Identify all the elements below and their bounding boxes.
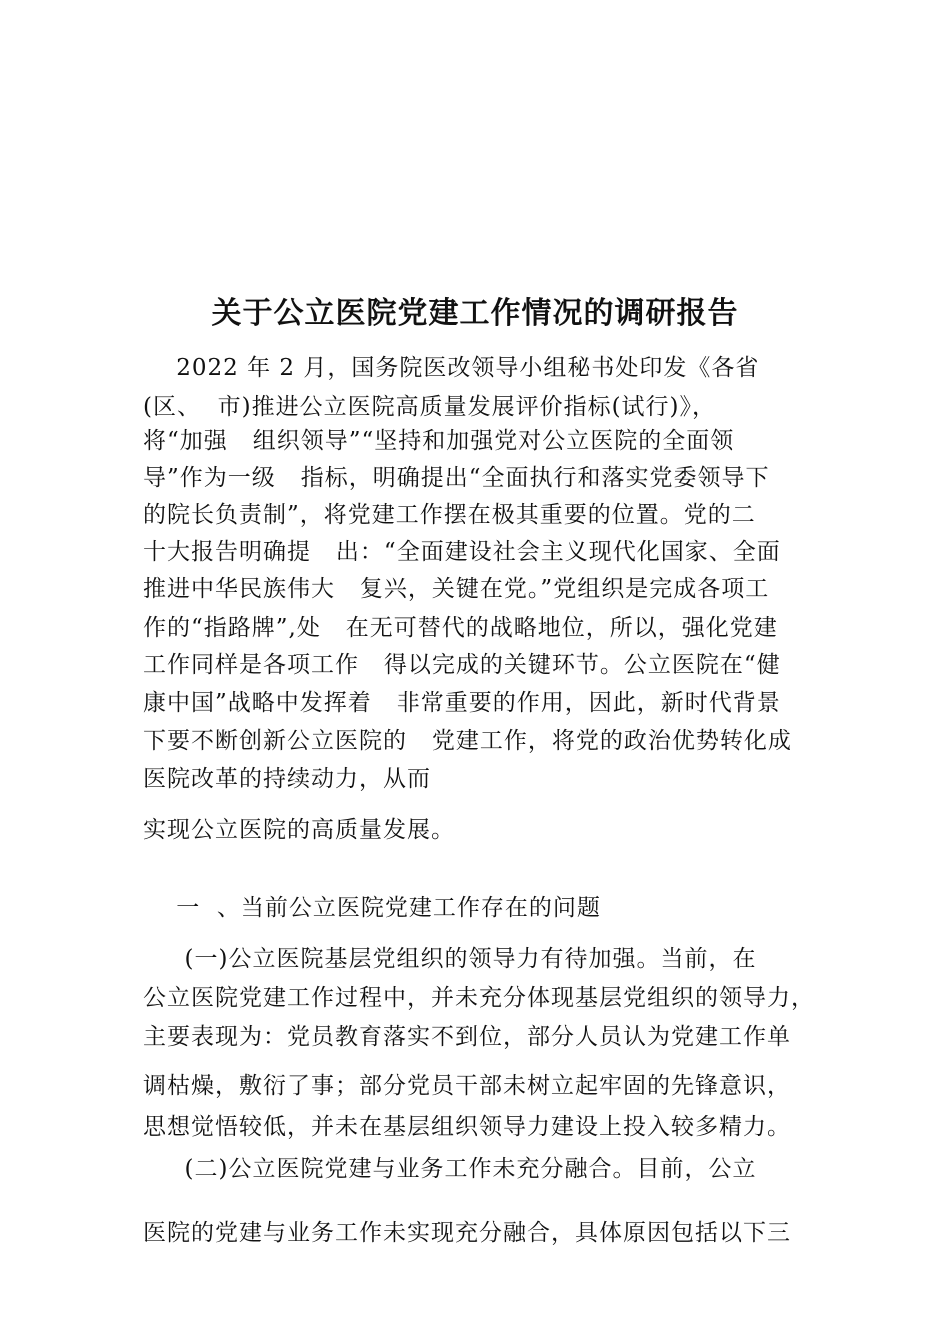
paragraph-line: 调枯燥，敷衍了事；部分党员干部未树立起牢固的先锋意识， — [143, 1073, 791, 1099]
paragraph-line: 实现公立医院的高质量发展。 — [143, 817, 455, 843]
paragraph-line: (二)公立医院党建与业务工作未充分融合。目前，公立 — [143, 1156, 757, 1182]
paragraph-line: 2022 年 2 月，国务院医改领导小组秘书处印发《各省 — [143, 355, 760, 381]
paragraph-line: 主要表现为：党员教育落实不到位，部分人员认为党建工作单 — [143, 1024, 791, 1050]
paragraph-line: 将“加强 组织领导”“坚持和加强党对公立医院的全面领 — [143, 428, 735, 454]
paragraph-line: 公立医院党建工作过程中，并未充分体现基层党组织的领导力， — [143, 985, 815, 1011]
paragraph-line: (区、 市)推进公立医院高质量发展评价指标(试行)》， — [143, 394, 717, 420]
paragraph-line: 导”作为一级 指标，明确提出“全面执行和落实党委领导下 — [143, 465, 770, 491]
paragraph-line: 康中国”战略中发挥着 非常重要的作用，因此，新时代背景 — [143, 690, 781, 716]
paragraph-line: (一)公立医院基层党组织的领导力有待加强。当前，在 — [143, 946, 757, 972]
paragraph-line: 工作同样是各项工作 得以完成的关键环节。公立医院在“健 — [143, 652, 781, 678]
paragraph-line: 作的“指路牌”,处 在无可替代的战略地位，所以，强化党建 — [143, 615, 778, 641]
paragraph-line: 思想觉悟较低，并未在基层组织领导力建设上投入较多精力。 — [143, 1114, 791, 1140]
document-title: 关于公立医院党建工作情况的调研报告 — [211, 296, 739, 331]
paragraph-line: 十大报告明确提 出：“全面建设社会主义现代化国家、全面 — [143, 539, 781, 565]
paragraph-line: 医院改革的持续动力，从而 — [143, 766, 431, 792]
paragraph-line: 下要不断创新公立医院的 党建工作，将党的政治优势转化成 — [143, 728, 792, 754]
section-heading: 一 、当前公立医院党建工作存在的问题 — [143, 895, 601, 921]
paragraph-line: 医院的党建与业务工作未实现充分融合，具体原因包括以下三 — [143, 1220, 791, 1246]
paragraph-line: 的院长负责制”，将党建工作摆在极其重要的位置。党的二 — [143, 502, 756, 528]
paragraph-line: 推进中华民族伟大 复兴，关键在党。”党组织是完成各项工 — [143, 576, 770, 602]
